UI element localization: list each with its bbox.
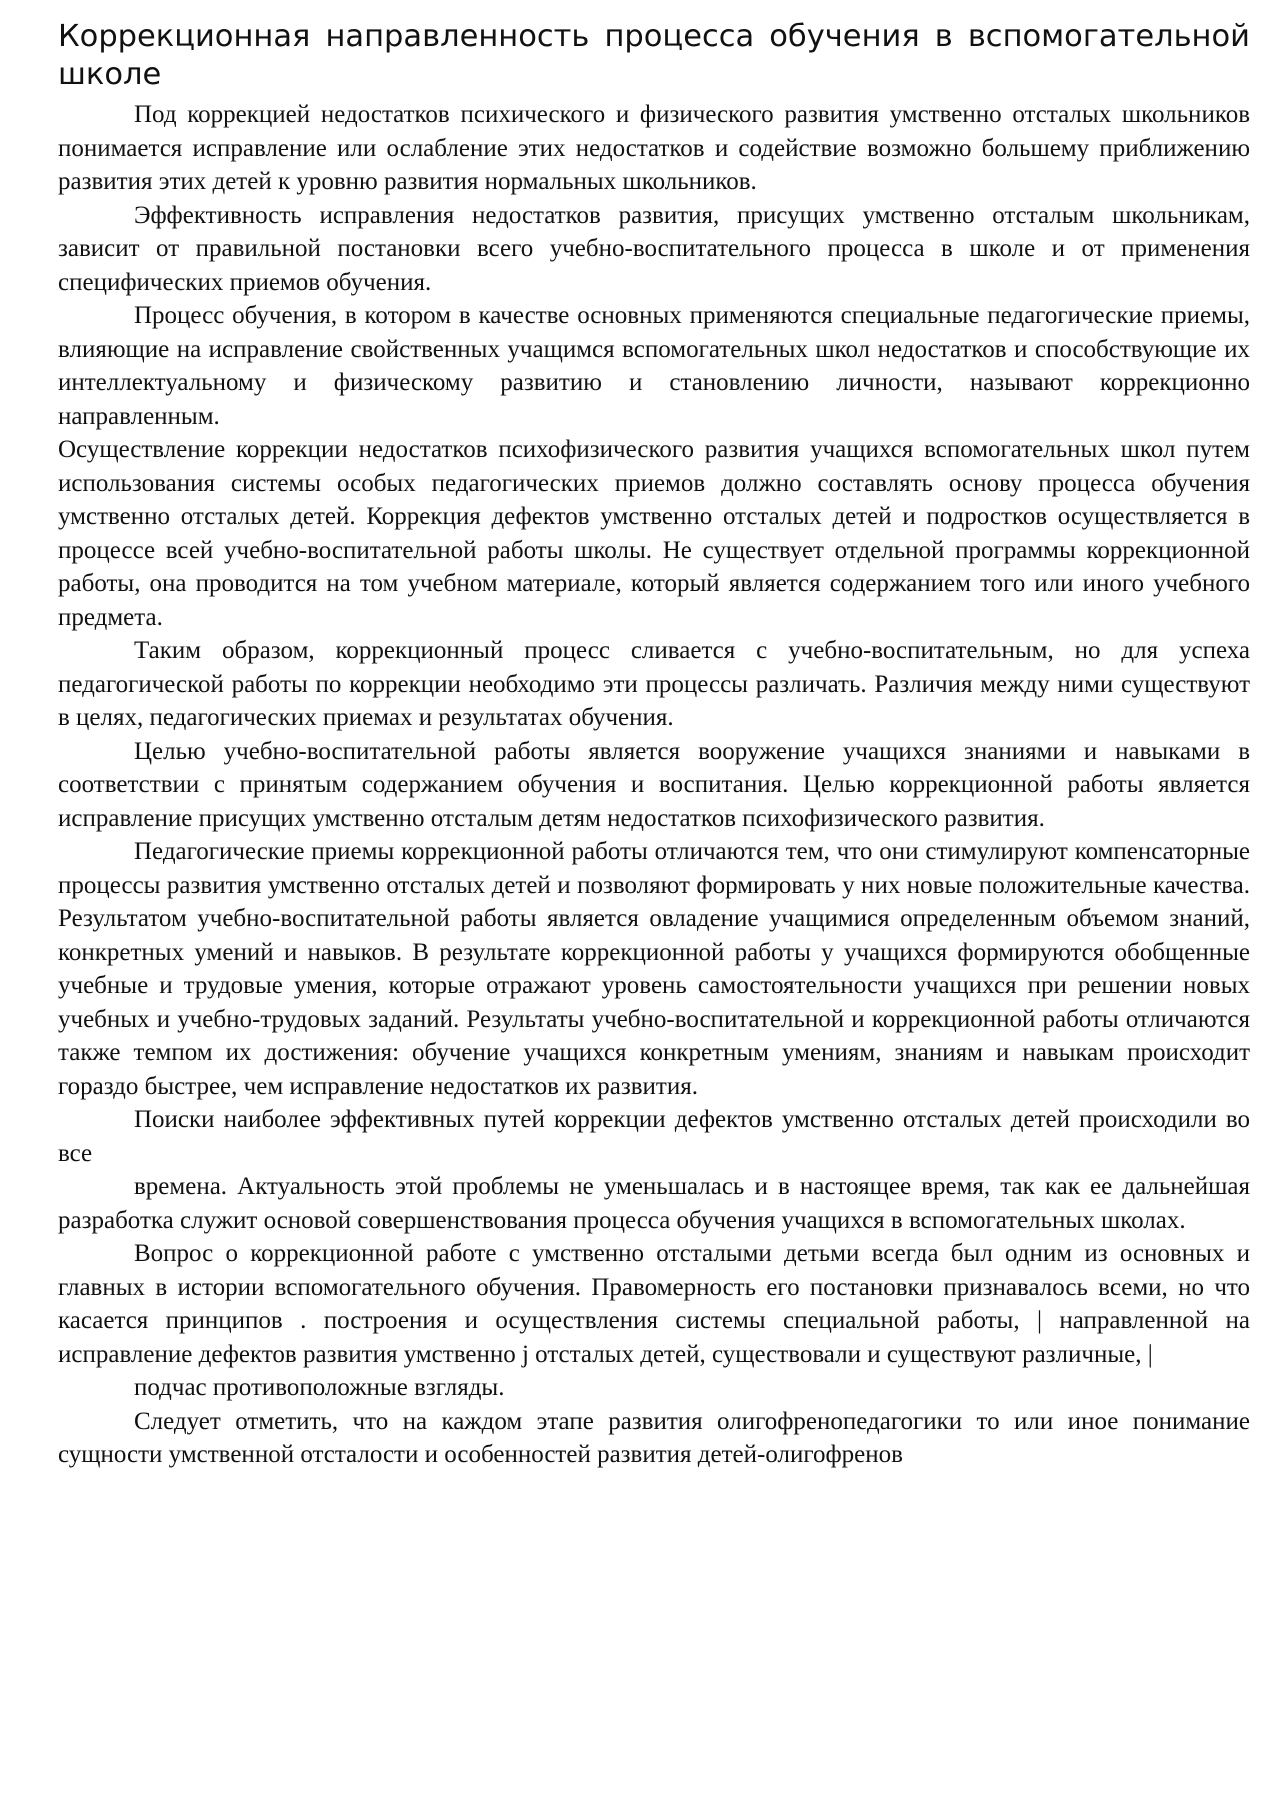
paragraph-6: Целью учебно-воспитательной работы является вооружение учащихся знаниями и навыками в соответствии с принятым содержанием обучения и воспитания. Целью коррекционной работы является исправление присущих умственно отсталым детям недостатков психофизического развития. [58, 737, 1250, 832]
paragraph-8: Поиски наиболее эффективных путей коррекции дефектов умственно отсталых детей происходили во все [58, 1106, 1250, 1167]
paragraph-2: Эффективность исправления недостатков развития, присущих умственно отсталым школьникам, зависит от правильной постановки всего учебно-воспитательного процесса в школе и от применения специфических приемов обучения. [58, 201, 1250, 296]
paragraph-4: Осуществление коррекции недостатков психофизического развития учащихся вспомогательных школ путем использования системы особых педагогических приемов должно составлять основу процесса обучения умственно отсталых детей. Коррекция дефектов умственно отсталых детей и подростков осуществляется в процессе всей учебно-воспитательной работы школы. Не существует отдельной программы коррекционной работы, она проводится на том учебном материале, который является содержанием того или иного учебного предмета. [58, 436, 1250, 631]
document-body [58, 98, 1250, 1472]
paragraph-7: Педагогические приемы коррекционной работы отличаются тем, что они стимулируют компенсаторные процессы развития умственно отсталых детей и позволяют формировать у них новые положительные качества. Результатом учебно-воспитательной работы является овладение учащимися определенным объемом знаний, конкретных умений и навыков. В результате коррекционной работы у учащихся формируются обобщенные учебные и трудовые умения, которые отражают уровень самостоятельности учащихся при решении новых учебных и учебно-трудовых заданий. Результаты учебно-воспитательной и коррекционной работы отличаются также темпом их достижения: обучение учащихся конкретным умениям, знаниям и навыкам происходит гораздо быстрее, чем исправление недостатков их развития. [58, 838, 1250, 1100]
paragraph-3: Процесс обучения, в котором в качестве основных применяются специальные педагогические приемы, влияющие на исправление свойственных учащимся вспомогательных школ недостатков и способствующие их интеллектуальному и физическому развитию и становлению личности, называют коррекционно направленным. [58, 302, 1250, 430]
paragraph-1: Под коррекцией недостатков психического и физического развития умственно отсталых школьников понимается исправление или ослабление этих недостатков и содействие возможно большему приближению развития этих детей к уровню развития нормальных школьников. [58, 101, 1250, 195]
paragraph-11: подчас противоположные взгляды. [134, 1374, 505, 1401]
paragraph-10: Вопрос о коррекционной работе с умственно отсталыми детьми всегда был одним из основных и главных в истории вспомогательного обучения. Правомерность его постановки признавалось всеми, но что касается принципов . построения и осуществления системы специальной работы, | направленной на исправление дефектов развития умственно j отсталых детей, существовали и существуют различные, | [58, 1240, 1250, 1368]
paragraph-9: времена. Актуальность этой проблемы не уменьшалась и в настоящее время, так как ее дальнейшая разработка служит основой совершенствования процесса обучения учащихся в вспомогательных школах. [58, 1173, 1250, 1234]
document-page [58, 18, 1250, 1472]
paragraph-12: Следует отметить, что на каждом этапе развития олигофренопедагогики то или иное понимание сущности умственной отсталости и особенностей развития детей-олигофренов [58, 1407, 1250, 1468]
paragraph-5: Таким образом, коррекционный процесс сливается с учебно-воспитательным, но для успеха педагогической работы по коррекции необходимо эти процессы различать. Различия между ними существуют в целях, педагогических приемах и результатах обучения. [58, 637, 1250, 731]
document-title: Коррекционная направленность процесса обучения в вспомогательной школе [58, 19, 1250, 92]
